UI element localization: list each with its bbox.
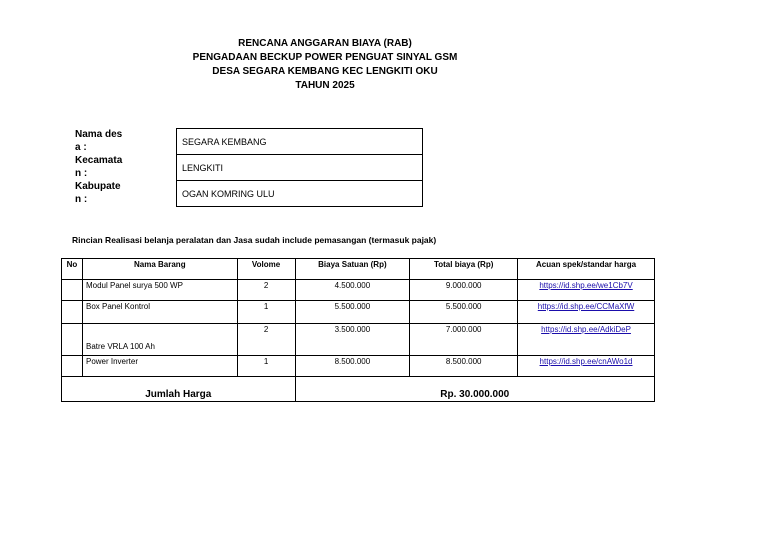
header-subtitle: PENGADAAN BECKUP POWER PENGUAT SINYAL GSM — [192, 52, 458, 63]
table-row — [62, 324, 655, 356]
table-row — [62, 301, 655, 324]
cell-total: 7.000.000 — [410, 324, 518, 356]
cell-acuan-link[interactable]: https://id.shp.ee/cnAWo1d — [518, 356, 655, 377]
info-table — [176, 128, 423, 207]
col-header-acuan: Acuan spek/standar harga — [518, 259, 655, 280]
cell-total: 8.500.000 — [410, 356, 518, 377]
total-row — [62, 377, 655, 402]
info-labels — [75, 128, 165, 206]
col-header-nama: Nama Barang — [82, 259, 237, 280]
label-kabupaten: Kabupaten : — [75, 181, 121, 205]
cell-acuan-link[interactable]: https://id.shp.ee/AdkiDeP — [518, 324, 655, 356]
col-header-total: Total biaya (Rp) — [410, 259, 518, 280]
cell-no — [62, 324, 83, 356]
cell-nama: Modul Panel surya 500 WP — [82, 280, 237, 301]
table-row — [62, 356, 655, 377]
cell-total: 9.000.000 — [410, 280, 518, 301]
value-kabupaten: OGAN KOMRING ULU — [177, 181, 423, 207]
cell-acuan-link[interactable]: https://id.shp.ee/CCMaXfW — [518, 301, 655, 324]
col-header-volume: Volome — [237, 259, 295, 280]
document-header — [0, 37, 650, 93]
cell-volume: 1 — [237, 356, 295, 377]
header-title: RENCANA ANGGARAN BIAYA (RAB) — [238, 38, 412, 49]
cell-satuan: 3.500.000 — [295, 324, 410, 356]
table-header-row — [62, 259, 655, 280]
cell-volume: 2 — [237, 324, 295, 356]
label-nama-desa: Nama desa : — [75, 129, 123, 153]
cell-nama: Power Inverter — [82, 356, 237, 377]
cell-satuan: 5.500.000 — [295, 301, 410, 324]
cell-no — [62, 356, 83, 377]
cell-nama: Box Panel Kontrol — [82, 301, 237, 324]
cell-acuan-link[interactable]: https://id.shp.ee/we1Cb7V — [518, 280, 655, 301]
cell-volume: 2 — [237, 280, 295, 301]
total-value: Rp. 30.000.000 — [295, 377, 654, 402]
header-location: DESA SEGARA KEMBANG KEC LENGKITI OKU — [212, 66, 438, 77]
value-nama-desa: SEGARA KEMBANG — [177, 129, 423, 155]
cell-volume: 1 — [237, 301, 295, 324]
cell-satuan: 4.500.000 — [295, 280, 410, 301]
cell-satuan: 8.500.000 — [295, 356, 410, 377]
table-row — [62, 280, 655, 301]
label-kecamatan: Kecamatan : — [75, 155, 123, 179]
cell-total: 5.500.000 — [410, 301, 518, 324]
col-header-satuan: Biaya Satuan (Rp) — [295, 259, 410, 280]
items-table — [61, 258, 655, 402]
col-header-no: No — [62, 259, 83, 280]
value-kecamatan: LENGKITI — [177, 155, 423, 181]
cell-nama: Batre VRLA 100 Ah — [82, 324, 237, 356]
rincian-text: Rincian Realisasi belanja peralatan dan Jasa sudah include pemasangan (termasuk pajak) — [72, 235, 437, 245]
total-label: Jumlah Harga — [62, 377, 296, 402]
header-year: TAHUN 2025 — [295, 80, 355, 91]
cell-no — [62, 280, 83, 301]
cell-no — [62, 301, 83, 324]
